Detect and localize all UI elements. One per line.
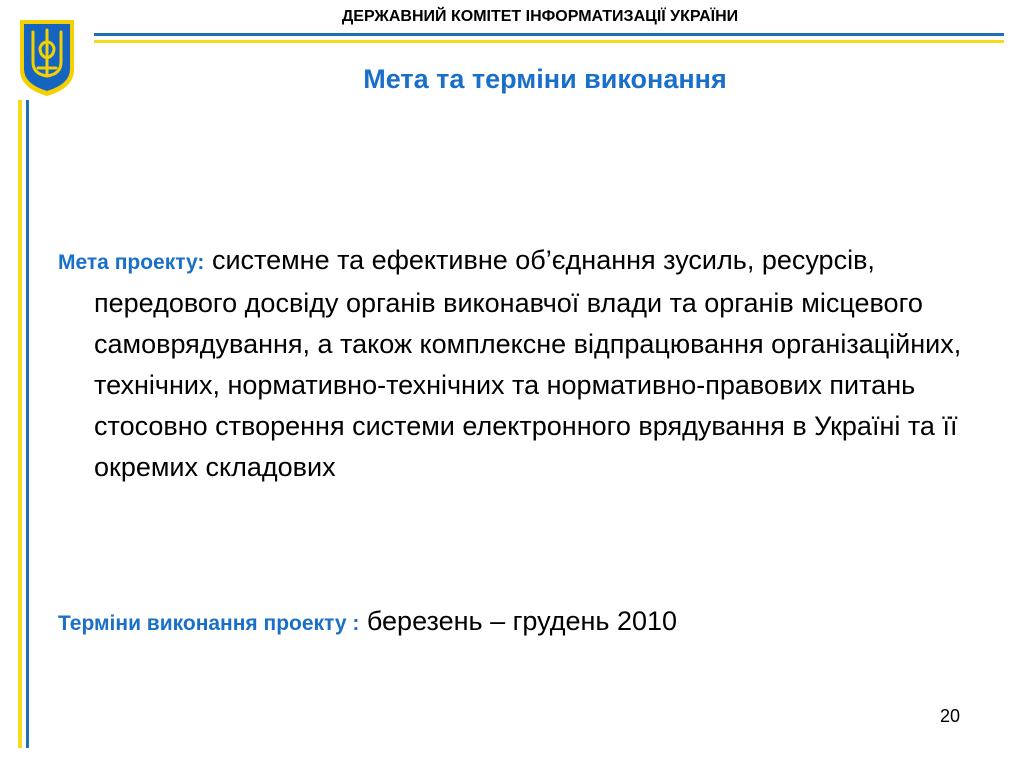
header-divider-blue — [94, 33, 1004, 36]
page-number: 20 — [939, 706, 961, 726]
ukraine-trident-emblem-icon — [18, 18, 76, 98]
deadline-paragraph — [58, 603, 978, 642]
side-divider-blue — [26, 100, 29, 748]
goal-label: Мета проекту: — [58, 251, 205, 274]
side-divider-yellow — [18, 100, 22, 748]
deadline-text: березень – грудень 2010 — [366, 606, 678, 636]
goal-text: системне та ефективне об’єднання зусиль, ресурсів, передового досвіду органів виконавчої влади та органів місцевого самоврядування, а також комплексне відпрацювання організаційних, технічних, нормативно-технічних та нормативно-правових питань стосовно створення системи електронного врядування в Україні та її окремих складових — [94, 245, 962, 482]
slide-title: Мета та терміни виконання — [363, 64, 727, 94]
organization-title: ДЕРЖАВНИЙ КОМІТЕТ ІНФОРМАТИЗАЦІЇ УКРАЇНИ — [341, 8, 739, 25]
header-divider-yellow — [94, 40, 1004, 43]
deadline-label: Терміни виконання проекту : — [58, 612, 360, 635]
goal-paragraph — [58, 240, 1014, 488]
